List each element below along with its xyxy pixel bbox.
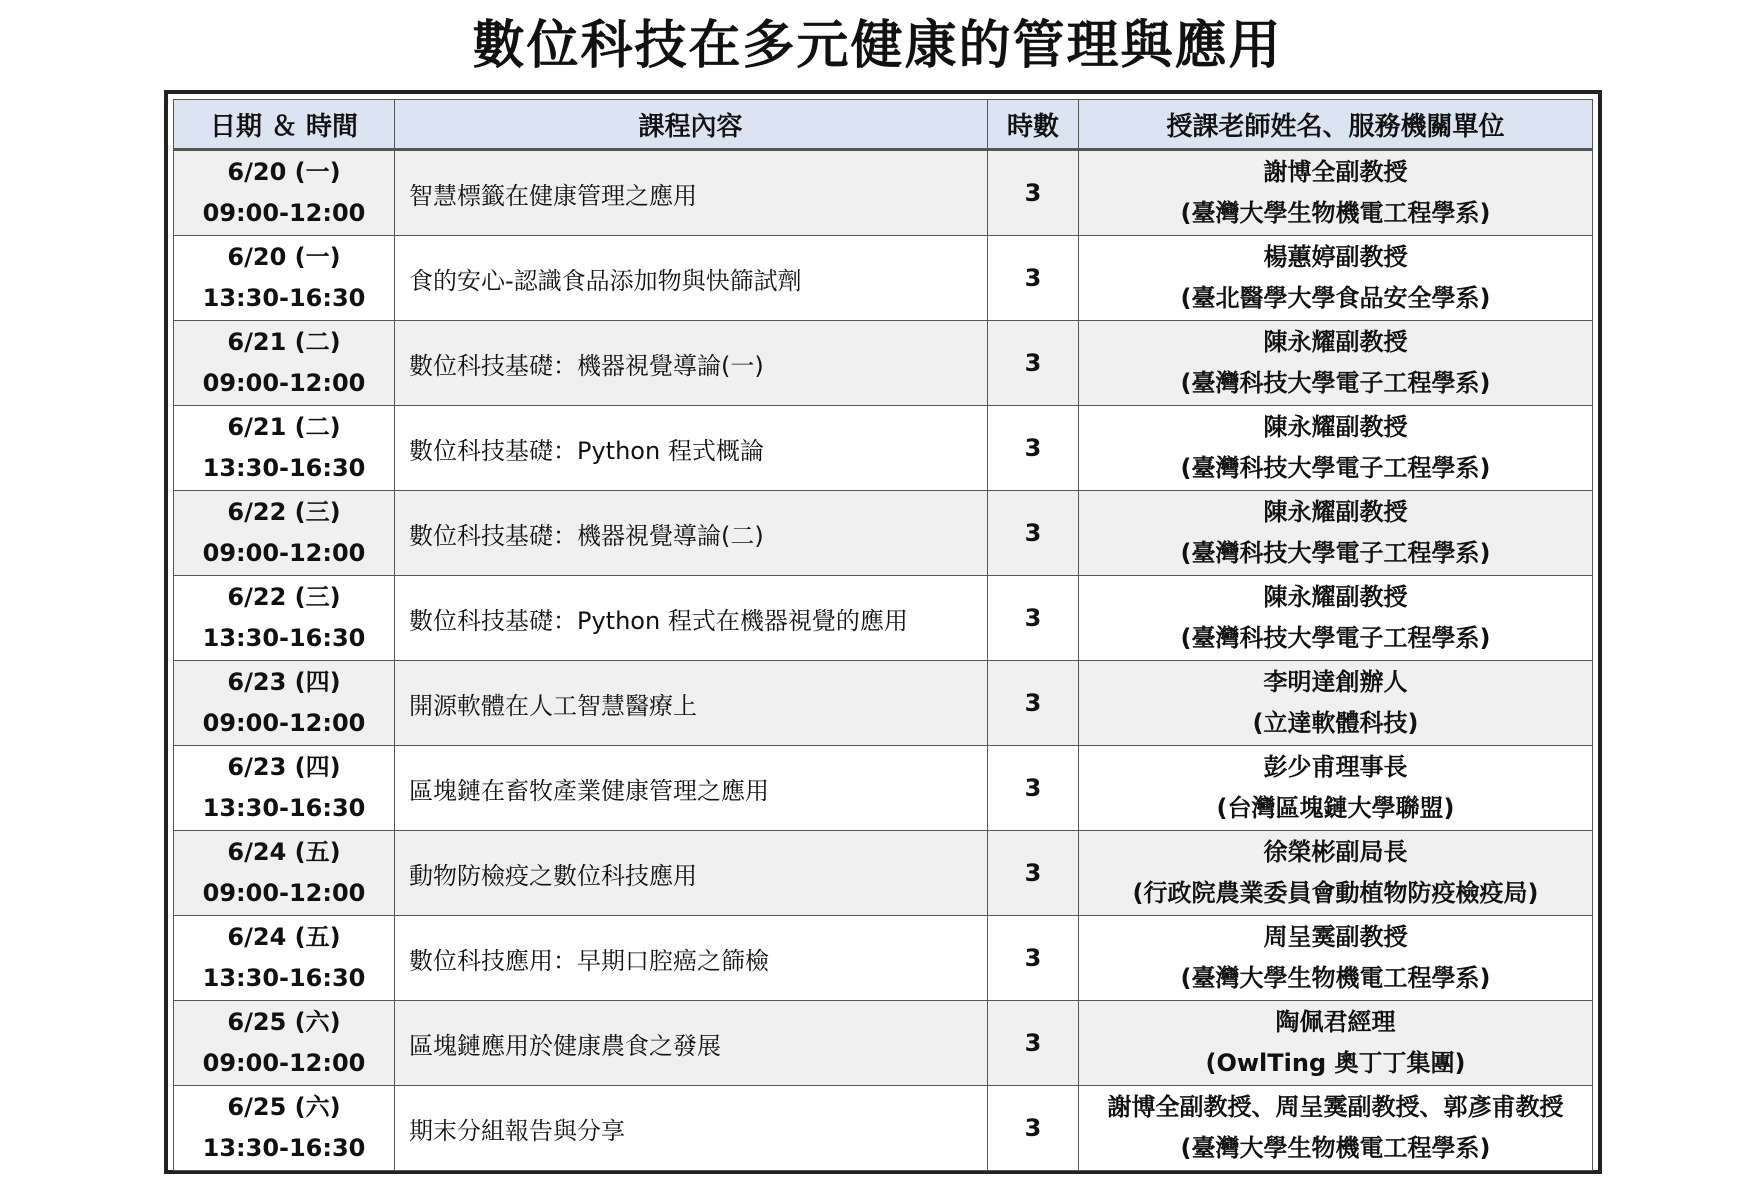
date-cell [174, 746, 395, 831]
row-time: 09:00-12:00 [202, 879, 366, 907]
row-time: 13:30-16:30 [202, 794, 366, 822]
header-date-time: 日期 ＆ 時間 [174, 100, 395, 150]
date-cell [174, 321, 395, 406]
row-org: (臺北醫學大學食品安全學系) [1180, 284, 1491, 312]
row-teacher: 陳永耀副教授 [1263, 413, 1408, 441]
row-content: 智慧標籤在健康管理之應用 [395, 150, 988, 236]
table-row [174, 661, 1593, 746]
row-hours: 3 [988, 321, 1079, 406]
table-row [174, 150, 1593, 236]
date-cell [174, 1001, 395, 1086]
teacher-cell [1079, 916, 1593, 1001]
teacher-cell [1079, 831, 1593, 916]
row-time: 13:30-16:30 [202, 284, 366, 312]
row-hours: 3 [988, 746, 1079, 831]
row-teacher: 李明達創辦人 [1263, 668, 1408, 696]
row-content: 數位科技基礎：機器視覺導論(一) [395, 321, 988, 406]
row-teacher: 陳永耀副教授 [1263, 498, 1408, 526]
date-cell [174, 236, 395, 321]
row-org: (行政院農業委員會動植物防疫檢疫局) [1132, 879, 1539, 907]
row-content: 食的安心-認識食品添加物與快篩試劑 [395, 236, 988, 321]
teacher-cell [1079, 236, 1593, 321]
row-hours: 3 [988, 576, 1079, 661]
page-title: 數位科技在多元健康的管理與應用 [472, 16, 1283, 76]
date-cell [174, 831, 395, 916]
row-teacher: 謝博全副教授、周呈霙副教授、郭彥甫教授 [1107, 1093, 1564, 1121]
table-row [174, 321, 1593, 406]
teacher-cell [1079, 576, 1593, 661]
date-cell [174, 1086, 395, 1171]
table-row [174, 831, 1593, 916]
row-teacher: 陶佩君經理 [1275, 1008, 1396, 1036]
row-time: 09:00-12:00 [202, 539, 366, 567]
date-cell [174, 406, 395, 491]
date-cell [174, 491, 395, 576]
row-teacher: 陳永耀副教授 [1263, 328, 1408, 356]
row-content: 數位科技基礎：Python 程式在機器視覺的應用 [395, 576, 988, 661]
header-hours: 時數 [988, 100, 1079, 150]
schedule-body [174, 150, 1593, 1171]
date-cell [174, 576, 395, 661]
table-row [174, 406, 1593, 491]
row-date: 6/20 (一) [227, 158, 341, 186]
teacher-cell [1079, 150, 1593, 236]
teacher-cell [1079, 1086, 1593, 1171]
row-org: (臺灣科技大學電子工程學系) [1180, 369, 1491, 397]
row-content: 區塊鏈應用於健康農食之發展 [395, 1001, 988, 1086]
table-row [174, 1086, 1593, 1171]
row-time: 09:00-12:00 [202, 199, 366, 227]
row-date: 6/25 (六) [227, 1008, 341, 1036]
row-org: (臺灣科技大學電子工程學系) [1180, 624, 1491, 652]
date-cell [174, 916, 395, 1001]
row-content: 開源軟體在人工智慧醫療上 [395, 661, 988, 746]
row-org: (臺灣大學生物機電工程學系) [1180, 964, 1491, 992]
table-header-row [174, 100, 1593, 150]
row-content: 動物防檢疫之數位科技應用 [395, 831, 988, 916]
row-date: 6/24 (五) [227, 923, 341, 951]
row-date: 6/25 (六) [227, 1093, 341, 1121]
row-content: 期末分組報告與分享 [395, 1086, 988, 1171]
row-org: (臺灣科技大學電子工程學系) [1180, 539, 1491, 567]
date-cell [174, 150, 395, 236]
row-date: 6/24 (五) [227, 838, 341, 866]
table-row [174, 576, 1593, 661]
row-hours: 3 [988, 236, 1079, 321]
teacher-cell [1079, 406, 1593, 491]
schedule-table [173, 99, 1593, 1171]
teacher-cell [1079, 746, 1593, 831]
header-teacher: 授課老師姓名、服務機關單位 [1079, 100, 1593, 150]
row-time: 09:00-12:00 [202, 709, 366, 737]
row-org: (立達軟體科技) [1252, 709, 1419, 737]
row-org: (台灣區塊鏈大學聯盟) [1216, 794, 1455, 822]
row-teacher: 周呈霙副教授 [1263, 923, 1408, 951]
table-row [174, 746, 1593, 831]
row-hours: 3 [988, 916, 1079, 1001]
row-teacher: 謝博全副教授 [1263, 158, 1408, 186]
row-date: 6/20 (一) [227, 243, 341, 271]
date-cell [174, 661, 395, 746]
row-hours: 3 [988, 406, 1079, 491]
table-row [174, 491, 1593, 576]
row-date: 6/22 (三) [227, 498, 341, 526]
row-org: (臺灣科技大學電子工程學系) [1180, 454, 1491, 482]
row-date: 6/23 (四) [227, 753, 341, 781]
row-content: 數位科技應用：早期口腔癌之篩檢 [395, 916, 988, 1001]
row-hours: 3 [988, 491, 1079, 576]
row-org: (OwlTing 奧丁丁集團) [1205, 1049, 1466, 1077]
table-row [174, 236, 1593, 321]
row-date: 6/21 (二) [227, 328, 341, 356]
row-time: 09:00-12:00 [202, 369, 366, 397]
row-teacher: 楊蕙婷副教授 [1263, 243, 1408, 271]
row-date: 6/22 (三) [227, 583, 341, 611]
row-hours: 3 [988, 661, 1079, 746]
row-date: 6/23 (四) [227, 668, 341, 696]
row-org: (臺灣大學生物機電工程學系) [1180, 1134, 1491, 1162]
header-content: 課程內容 [395, 100, 988, 150]
table-row [174, 1001, 1593, 1086]
teacher-cell [1079, 321, 1593, 406]
row-content: 數位科技基礎：Python 程式概論 [395, 406, 988, 491]
row-time: 13:30-16:30 [202, 964, 366, 992]
row-time: 13:30-16:30 [202, 454, 366, 482]
row-content: 區塊鏈在畜牧產業健康管理之應用 [395, 746, 988, 831]
row-date: 6/21 (二) [227, 413, 341, 441]
teacher-cell [1079, 1001, 1593, 1086]
row-teacher: 徐榮彬副局長 [1263, 838, 1408, 866]
row-time: 13:30-16:30 [202, 1134, 366, 1162]
row-teacher: 彭少甫理事長 [1263, 753, 1408, 781]
table-row [174, 916, 1593, 1001]
row-hours: 3 [988, 1001, 1079, 1086]
row-hours: 3 [988, 1086, 1079, 1171]
row-content: 數位科技基礎：機器視覺導論(二) [395, 491, 988, 576]
teacher-cell [1079, 661, 1593, 746]
row-hours: 3 [988, 150, 1079, 236]
teacher-cell [1079, 491, 1593, 576]
schedule-frame [164, 90, 1602, 1174]
row-time: 09:00-12:00 [202, 1049, 366, 1077]
row-org: (臺灣大學生物機電工程學系) [1180, 199, 1491, 227]
row-hours: 3 [988, 831, 1079, 916]
row-time: 13:30-16:30 [202, 624, 366, 652]
row-teacher: 陳永耀副教授 [1263, 583, 1408, 611]
